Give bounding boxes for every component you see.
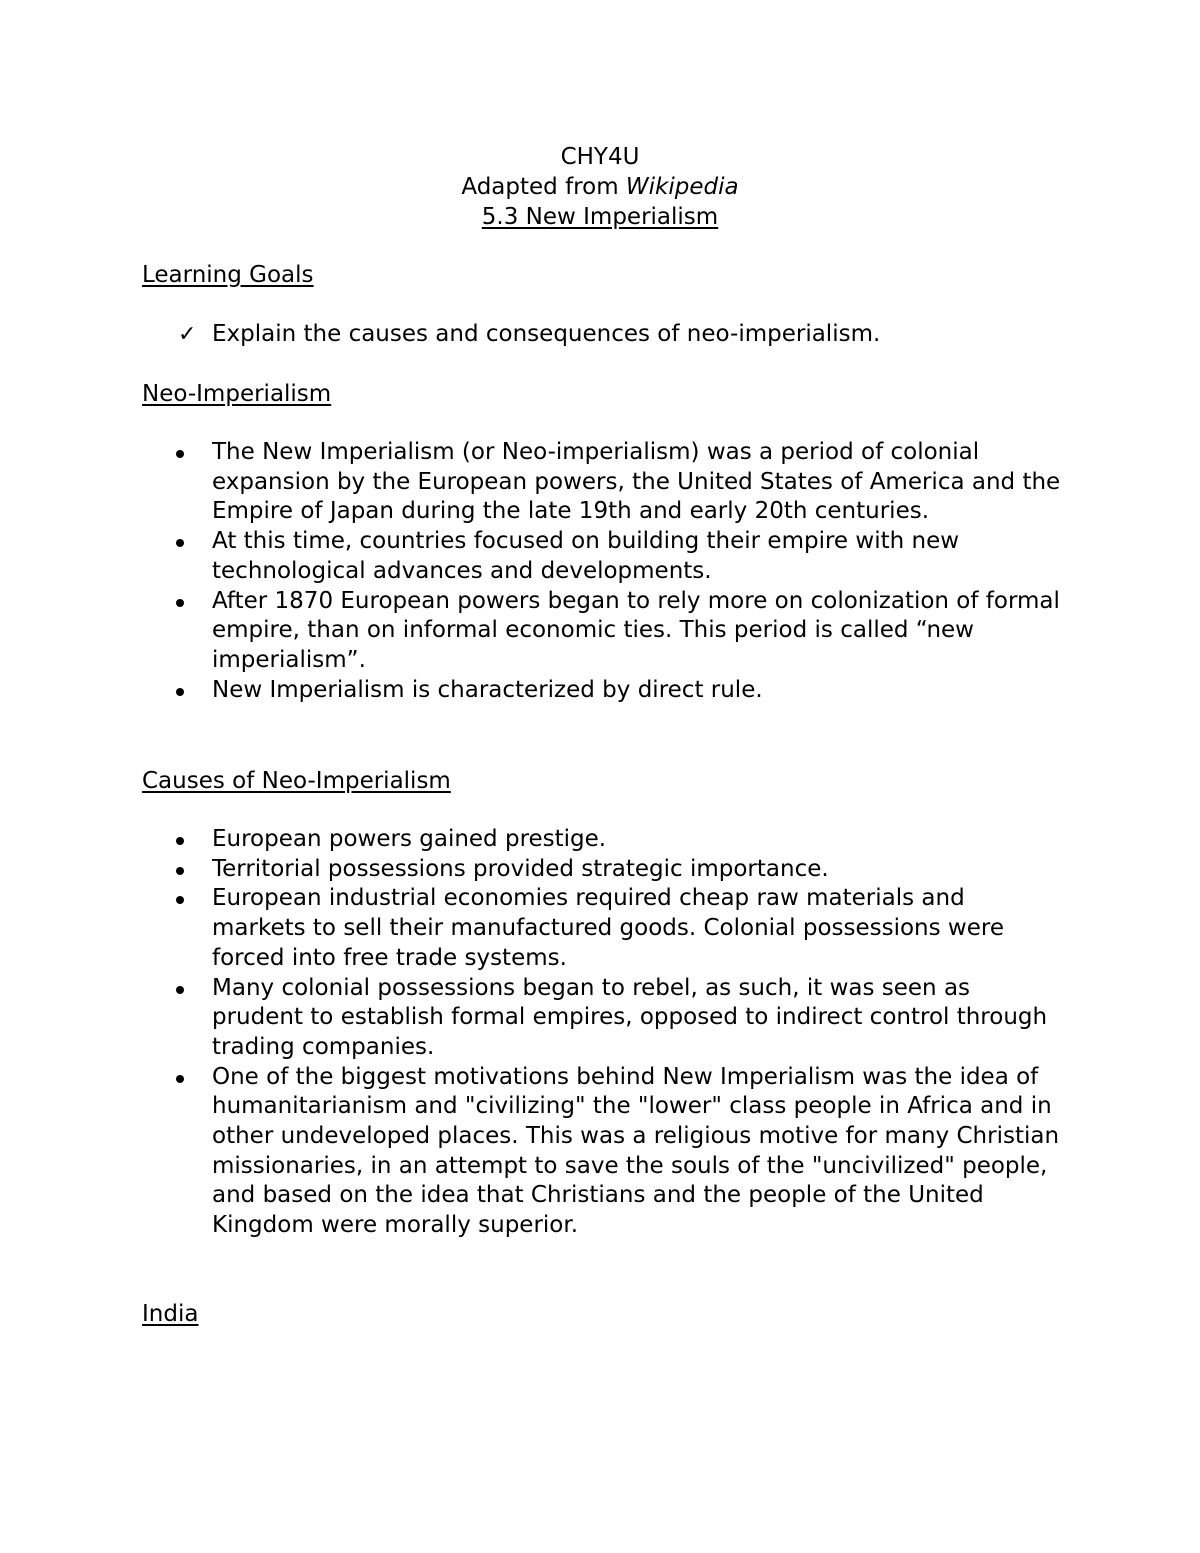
- learning-goals-heading: Learning Goals: [142, 262, 314, 288]
- source-prefix: Adapted from: [461, 174, 626, 200]
- bullet-text: Territorial possessions provided strategic importance.: [212, 855, 829, 882]
- check-icon: ✓: [178, 322, 197, 347]
- bullet-text: European powers gained prestige.: [212, 826, 607, 852]
- bullet-icon: [176, 688, 184, 696]
- bullet-icon: [176, 1075, 184, 1083]
- learning-goal-text: Explain the causes and consequences of neo-imperialism.: [212, 321, 881, 347]
- list-item: [142, 974, 1062, 1063]
- list-item: [142, 320, 1062, 350]
- causes-heading: Causes of Neo-Imperialism: [142, 768, 451, 794]
- bullet-text: After 1870 European powers began to rely more on colonization of formal empire, than on informal economic ties. This period is called “new imperialism”.: [212, 587, 1060, 673]
- bullet-icon: [176, 867, 184, 875]
- list-item: [142, 884, 1062, 973]
- list-item: [142, 438, 1062, 527]
- course-code: CHY4U: [560, 144, 640, 170]
- source-line: [0, 172, 1200, 202]
- india-heading: India: [142, 1301, 199, 1327]
- bullet-icon: [176, 450, 184, 458]
- document-header: [0, 142, 1200, 232]
- list-item: [142, 527, 1062, 586]
- list-item: [142, 825, 1062, 855]
- neo-imperialism-list: [142, 438, 1062, 705]
- bullet-icon: [176, 837, 184, 845]
- page-title-line: [0, 202, 1200, 232]
- bullet-text: New Imperialism is characterized by direct rule.: [212, 676, 763, 703]
- bullet-text: At this time, countries focused on building their empire with new technological advances and developments.: [212, 528, 960, 584]
- list-item: [142, 676, 1062, 706]
- causes-list: [142, 825, 1062, 1241]
- list-item: [142, 587, 1062, 676]
- bullet-text: One of the biggest motivations behind New Imperialism was the idea of humanitarianism and "civilizing" the "lower" class people in Africa and in other undeveloped places. This was a religious motive for many Christian missionaries, in an attempt to save the souls of the "uncivilized" people, and based on the idea that Christians and the people of the United Kingdom were morally superior.: [212, 1063, 1060, 1239]
- bullet-text: Many colonial possessions began to rebel, as such, it was seen as prudent to establish formal empires, opposed to indirect control through trading companies.: [212, 974, 1048, 1060]
- bullet-text: European industrial economies required cheap raw materials and markets to sell their manufactured goods. Colonial possessions were forced into free trade systems.: [212, 885, 1004, 971]
- bullet-icon: [176, 539, 184, 547]
- neo-imperialism-heading: Neo-Imperialism: [142, 381, 332, 407]
- bullet-icon: [176, 599, 184, 607]
- source-name: Wikipedia: [625, 174, 739, 200]
- list-item: [142, 855, 1062, 885]
- bullet-text: The New Imperialism (or Neo-imperialism) was a period of colonial expansion by the European powers, the United States of America and the Empire of Japan during the late 19th and early 20th centuries.: [212, 439, 1061, 525]
- bullet-icon: [176, 896, 184, 904]
- learning-goals-list: [142, 320, 1062, 350]
- list-item: [142, 1063, 1062, 1241]
- bullet-icon: [176, 986, 184, 994]
- page-title: 5.3 New Imperialism: [481, 204, 719, 230]
